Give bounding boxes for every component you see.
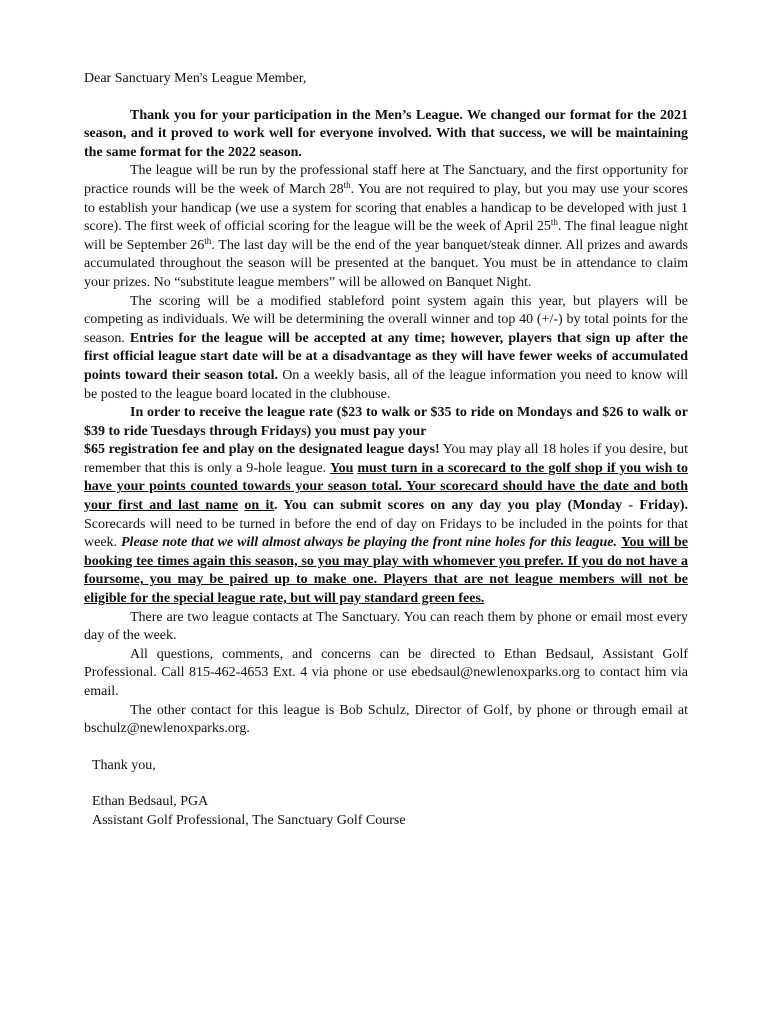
paragraph-contact-bob: The other contact for this league is Bob Schulz, Director of Golf, by phone or through email at bschulz@newlenoxparks.org. [84,702,688,737]
front-nine-note: Please note that we will almost always be playing the front nine holes for this league. [121,535,618,551]
paragraph-league-schedule [84,162,688,292]
paragraph-contacts: There are two league contacts at The Sanctuary. You can reach them by phone or email most every day of the week. [84,609,688,644]
scorecard-notice-on-it: on it [244,498,275,514]
entries-notice: Entries for the league will be accepted at any time; however, players that sign up after the first official league start date will be at a disadvantage as they will have fewer weeks of accumulated points toward their season total. [84,330,688,383]
ordinal-suffix: th [550,217,558,228]
signature-title: Assistant Golf Professional, The Sanctuary Golf Course [92,812,406,828]
league-rate-text: In order to receive the league rate ($23 to walk or $35 to ride on Mondays and $26 to walk or $39 to ride Tuesdays through Fridays) you must pay your [84,405,688,439]
paragraph-format-announcement: Thank you for your participation in the Men’s League. We changed our format for the 2021 season, and it proved to work well for everyone involved. With that success, we will be maintaining the same format for the 2022 season. [84,107,688,160]
schedule-text-c: . The final league night will be September 26 [84,219,688,253]
paragraph-league-rate [84,404,688,609]
submit-scores-text: . You can submit scores on any day you play (Monday - Friday). [274,498,688,514]
scorecard-notice: must turn in a scorecard to the golf shop if you wish to have your points counted towards your season total. Your scorecard should have the date and both your first and last name [84,460,688,514]
schedule-text-b: . You are not required to play, but you may use your scores to establish your handicap (we use a system for scoring that enables a handicap to be developed with just 1 score). The first week of official scoring for the league will be the week of April 25 [84,181,688,235]
salutation: Dear Sanctuary Men's League Member, [84,71,307,86]
scorecard-notice-you: You [330,460,354,476]
schedule-text-a: The league will be run by the professional staff here at The Sanctuary, and the first opportunity for practice rounds will be the week of March 28 [84,163,688,197]
schedule-text-d: . The last day will be the end of the year banquet/steak dinner. All prizes and awards accumulated throughout the season will be presented at the banquet. You must be in attendance to claim your prizes. No “substitute league members” will be allowed on Banquet Night. [84,237,688,290]
tee-times-notice: You will be booking tee times again this season, so you may play with whomever you prefer. If you do not have a foursome, you may be paired up to make one. Players that are not league members will not be eligible for the special league rate, but will pay standard green fees. [84,535,689,607]
registration-fee-text: $65 registration fee and play on the designated league days! [84,442,440,458]
ordinal-suffix: th [204,235,212,246]
paragraph-scoring [84,293,688,405]
scoring-text-c: On a weekly basis, all of the league information you need to know will be posted to the league board located in the clubhouse. [84,367,688,402]
scoring-text-a: The scoring will be a modified stableford point system again this year, but players will be competing as individuals. We will be determining the overall winner and top 40 (+/-) by total points for the season. [84,293,688,346]
ordinal-suffix: th [343,179,351,190]
signature-name: Ethan Bedsaul, PGA [92,794,209,810]
rate-text-a: You may play all 18 holes if you desire, but remember that this is only a 9-hole league. [84,442,688,476]
closing: Thank you, [92,757,156,773]
paragraph-contact-ethan: All questions, comments, and concerns can be directed to Ethan Bedsaul, Assistant Golf Professional. Call 815-462-4653 Ext. 4 via phone or use ebedsaul@newlenoxparks.org to contact him via email. [84,646,688,699]
rate-text-c: Scorecards will need to be turned in before the end of day on Fridays to be included in the points for that week. [84,516,688,551]
letter [84,70,688,831]
